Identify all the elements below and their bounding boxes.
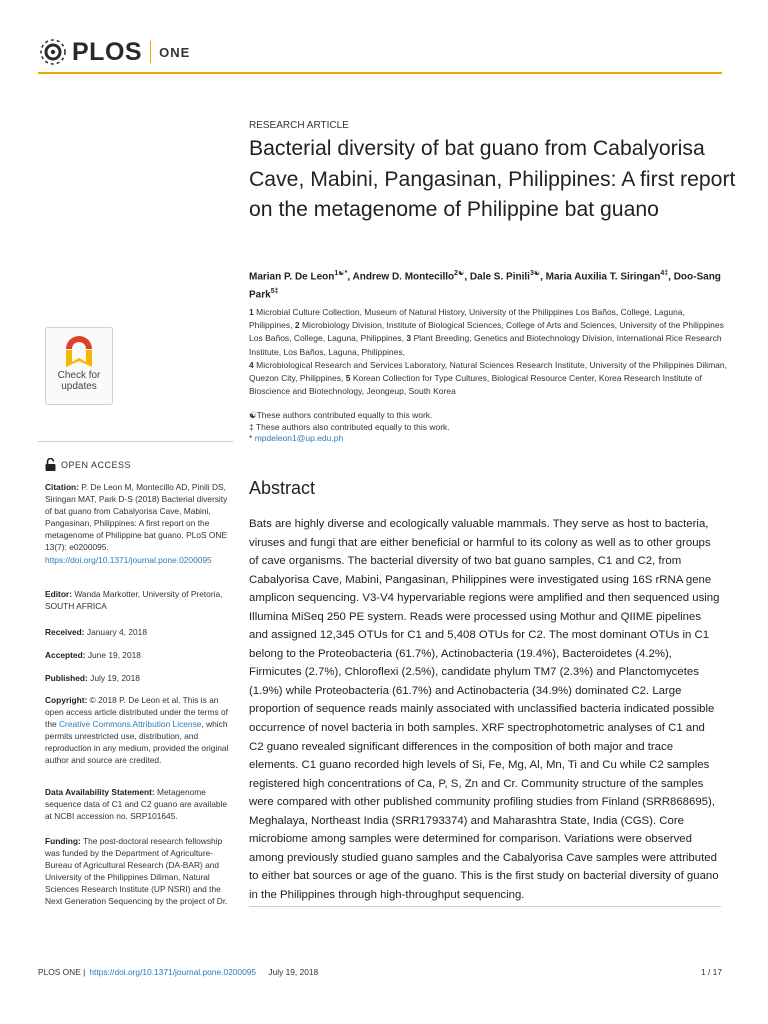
crossmark-icon: [64, 334, 94, 368]
open-access-text: OPEN ACCESS: [61, 459, 132, 470]
citation-block: [45, 481, 235, 566]
article-type: RESEARCH ARTICLE: [249, 120, 349, 131]
author-notes: [249, 410, 729, 445]
abstract-body: Bats are highly diverse and ecologically valuable mammals. They serve as host to bacteria, viruses and fungi that are either beneficial or harmful to its colony as well as to other groups of cave organisms. The bacterial diversity of two bat guano samples, C1 and C2, from Cabalyorisa Cave, Mabini, Pangasinan, Philippines were investigated using 16S rRNA gene amplicon sequencing. V3-V4 hypervariable regions were amplified and then sequenced using Illumina MiSeq 250 PE system. Reads were processed using Mothur and QIIME pipelines and assigned 12,345 OTUs for C1 and 5,408 OTUs for C2. The most dominant OTUs in C1 belong to the Proteobacteria (61.7%), Actinobacteria (19.4%), Bacteroidetes (4.2%), Firmicutes (2.7%), Chloroflexi (2.5%), candidate phylum TM7 (2.3%) and Planctomycetes (1.9%) while Proteobacteria (61.7%) and Actinobacteria (34.9%) dominated C2. Large proportion of sequence reads mainly associated with unclassified bacteria indicated possible occurrence of novel bacteria in both samples. XRF spectrophotometric analyses of C1 and C2 guano revealed significant differences in the composition of both major and trace elements. C1 guano recorded high levels of Si, Fe, Mg, Al, Mn, Ti and Cu while C2 samples registered high concentrations of Ca, P, S, Zn and Cr. Community structure of the samples were compared with other published community profiling studies from Finland (SRR868695), Meghalaya, Northeast India (SRR1793374) and Maharashtra State, India (CGS). Core microbiome among samples were determined for comparison. Variations were observed among previously studied guano samples and the Cabalyorisa Cave samples were attributed to either bat sources or age of the guano. This is the first study on bacterial diversity of guano in the Philippines through high-throughput sequencing.: [249, 518, 720, 901]
plos-one-logo: [38, 32, 190, 72]
check-updates-label: Check for updates: [57, 370, 101, 392]
page-number: 1 / 17: [701, 967, 722, 977]
citation-doi-link[interactable]: https://doi.org/10.1371/journal.pone.0200095: [45, 554, 212, 565]
header-rule: [38, 72, 722, 74]
affiliation-text: Microbial Culture Collection, Museum of Natural History, University of the Philippines Los Baños, College, Laguna, Philippines,: [249, 307, 685, 331]
data-availability-block: [45, 786, 235, 822]
funding-block: [45, 835, 235, 908]
data-availability-text: Metagenome sequence data of C1 and C2 guano are available at NCBI accession no. SRP101645.: [45, 787, 228, 822]
plos-logo-icon: [38, 37, 68, 67]
footer-separator: |: [83, 967, 86, 977]
affiliation-number: 1: [249, 307, 254, 317]
footer-date: July 19, 2018: [268, 967, 319, 977]
published-label: Published:: [45, 673, 88, 683]
article-title: Bacterial diversity of bat guano from Cabalyorisa Cave, Mabini, Pangasinan, Philippines: A first report on the metagenome of Philippine bat guano: [249, 137, 736, 221]
data-availability-label: Data Availability Statement:: [45, 787, 155, 797]
affiliation-text: Microbiological Research and Services Laboratory, Natural Sciences Research Institute, University of the Philippines Diliman, Quezon City, Philippines,: [249, 359, 727, 384]
author-name: Maria Auxilia T. Siringan: [545, 271, 661, 283]
published-date: July 19, 2018: [90, 673, 140, 683]
funding-text: The post-doctoral research fellowship was funded by the Department of Agriculture-Bureau of Agricultural Research (DA-BAR) and University of the Philippines Diliman, Natural Sciences Research Institute (UP NSRI) and the Next Generation Sequencing by the project of Dr.: [45, 836, 228, 907]
author-list: Marian P. De Leon$^{1☯*}$, Andrew D. Montecillo$^{2☯}$, Dale S. Pinili$^{3☯}$, Maria Auxilia T. Siringan$^{4\ddagger}$, Doo-Sang Park$^{5\ddagger}$: [249, 270, 721, 301]
journal-brand: PLOS: [72, 37, 143, 66]
journal-sub: ONE: [159, 44, 191, 60]
funding-label: Funding:: [45, 836, 81, 846]
affiliation-number: 2: [294, 320, 300, 331]
also-equal-contribution-note: ‡ These authors also contributed equally to this work.: [249, 421, 450, 432]
received-label: Received:: [45, 627, 85, 637]
logo-divider: [150, 41, 151, 63]
author-name: Andrew D. Montecillo: [352, 271, 455, 283]
received-date: January 4, 2018: [86, 627, 147, 637]
author-affiliation-mark: 3☯: [529, 270, 541, 277]
author-name: Dale S. Pinili: [469, 271, 530, 283]
accepted-block: [45, 649, 235, 661]
author-name: Marian P. De Leon: [249, 271, 335, 283]
author-affiliation-mark: 4‡: [660, 270, 669, 277]
citation-text: P. De Leon M, Montecillo AD, Pinili DS, Siringan MAT, Park D-S (2018) Bacterial diversity of bat guano from Cabalyorisa Cave, Mabini, Pangasinan, Philippines: A first report on the metagenome of Philippine bat guano. PLoS ONE 13(7): e0200095.: [45, 482, 228, 553]
footer-journal: PLOS ONE: [38, 967, 81, 977]
equal-contribution-note: ☯These authors contributed equally to this work.: [249, 410, 433, 420]
affiliation-text: Plant Breeding, Genetics and Biotechnology Division, International Rice Research Institute, Los Baños, Laguna, Philippines,: [249, 333, 722, 357]
editor-block: [45, 588, 235, 612]
check-for-updates-badge[interactable]: [45, 327, 113, 405]
copyright-label: Copyright:: [45, 695, 88, 705]
author-affiliation-mark: 2☯: [454, 270, 465, 277]
editor-label: Editor:: [45, 589, 72, 599]
license-link[interactable]: Creative Commons Attribution License: [58, 719, 202, 730]
page-footer: [38, 967, 722, 977]
affiliation-list: [249, 306, 729, 398]
copyright-text-end: , which permits unrestricted use, distribution, and reproduction in any medium, provided the original author and source are credited.: [45, 719, 229, 766]
accepted-label: Accepted:: [45, 650, 86, 660]
affiliation-number: 4: [249, 359, 254, 370]
abstract-heading: Abstract: [249, 478, 316, 498]
author-affiliation-mark: 1☯*: [334, 270, 348, 277]
open-lock-icon: [45, 458, 56, 471]
copyright-block: [45, 694, 235, 767]
citation-label: Citation:: [45, 482, 79, 492]
affiliation-text: Korean Collection for Type Cultures, Biological Resource Center, Korea Research Institute of Bioscience and Biotechnology, Jeongeup, South Korea: [249, 373, 702, 397]
accepted-date: June 19, 2018: [87, 650, 141, 660]
copyright-text: © 2018 P. De Leon et al. This is an open access article distributed under the terms of the: [45, 695, 228, 730]
affiliation-text: Microbiology Division, Institute of Biological Sciences, College of Arts and Sciences, University of the Philippines Los Baños, College, Laguna, Philippines,: [249, 320, 724, 344]
affiliation-number: 5: [345, 373, 351, 384]
footer-doi-link[interactable]: https://doi.org/10.1371/journal.pone.0200095: [89, 967, 257, 977]
affiliation-number: 3: [406, 333, 412, 344]
author-affiliation-mark: 5‡: [270, 288, 279, 296]
abstract-divider: [249, 906, 721, 907]
open-access-label: [45, 458, 131, 471]
editor-text: Wanda Markotter, University of Pretoria, SOUTH AFRICA: [45, 589, 223, 612]
author-name: Doo-Sang Park: [249, 271, 721, 301]
received-block: [45, 626, 235, 638]
corresponding-author-note: [249, 433, 729, 445]
corresponding-star: *: [249, 433, 253, 444]
published-block: [45, 672, 235, 684]
sidebar-divider: [38, 441, 233, 442]
corresponding-email-link[interactable]: mpdeleon1@up.edu.ph: [254, 433, 344, 444]
